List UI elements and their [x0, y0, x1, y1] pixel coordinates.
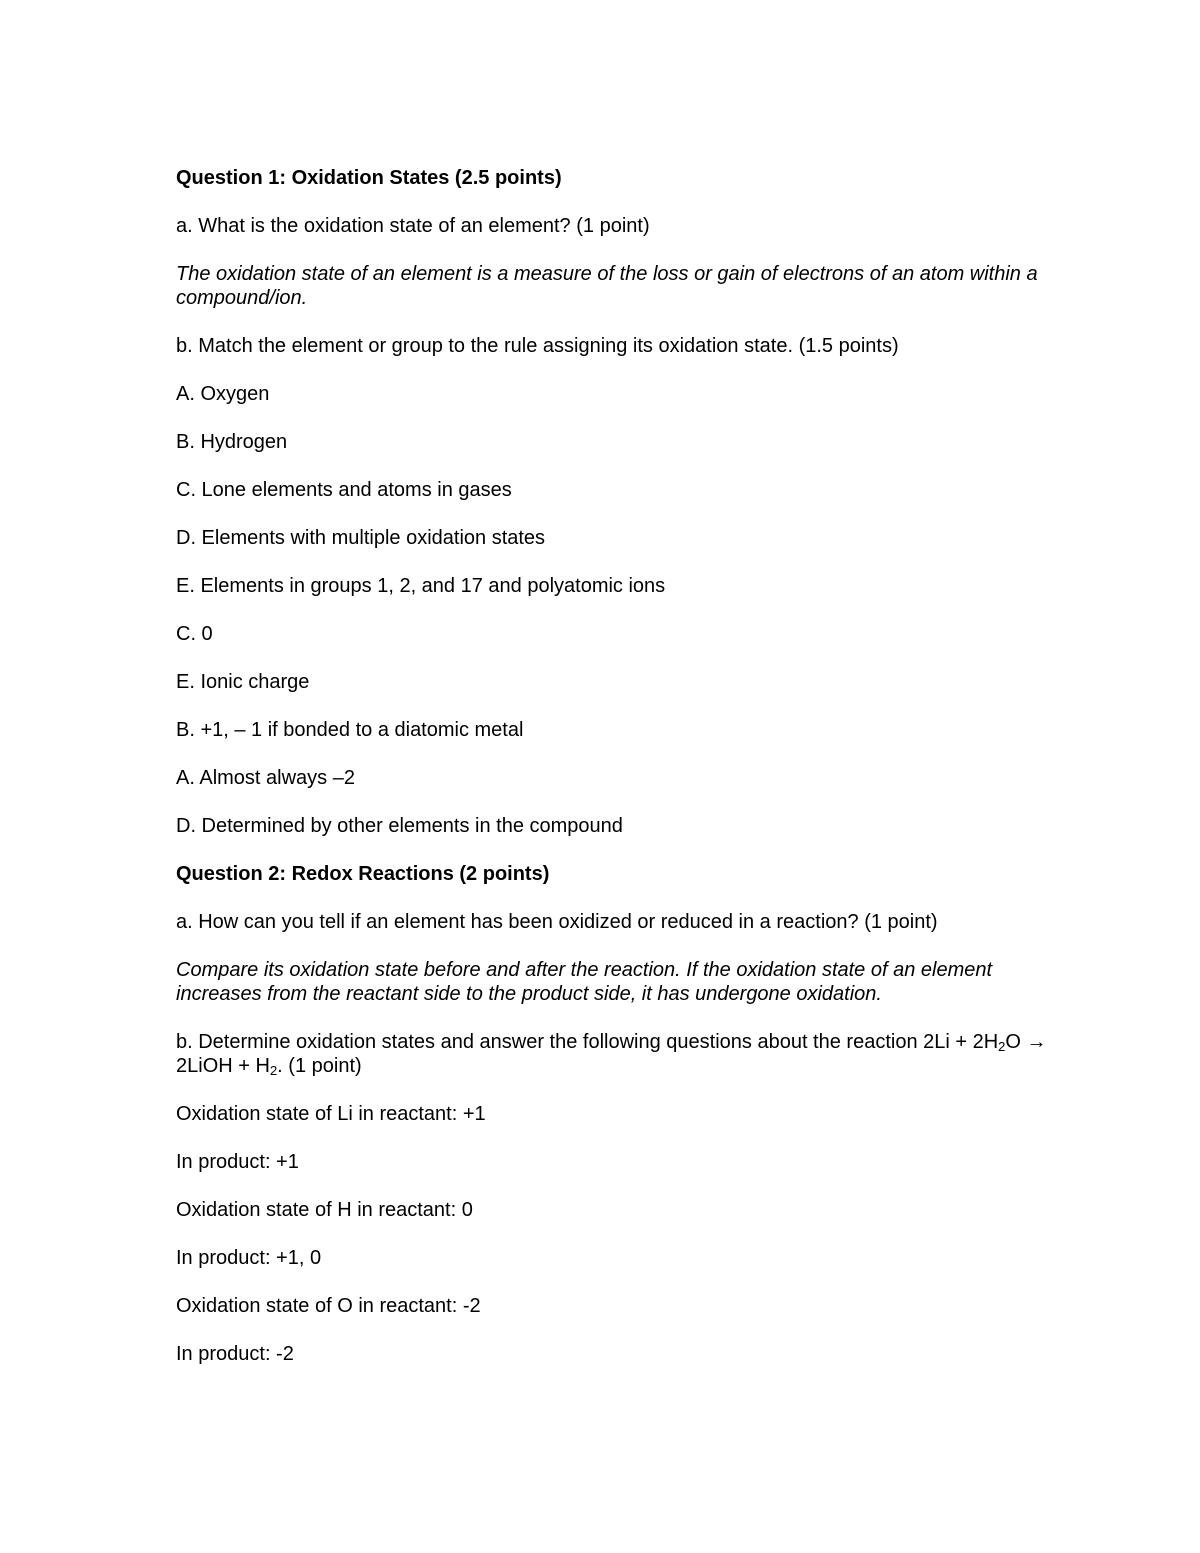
h-reactant-line: Oxidation state of H in reactant: 0 — [176, 1199, 473, 1221]
subscript-hydrogen: 2 — [269, 1063, 278, 1078]
match-d: D. Determined by other elements in the compound — [176, 815, 623, 837]
question-2-heading: Question 2: Redox Reactions (2 points) — [176, 863, 550, 885]
o-reactant-line: Oxidation state of O in reactant: -2 — [176, 1295, 481, 1317]
match-b: B. +1, – 1 if bonded to a diatomic metal — [176, 719, 524, 741]
match-e: E. Ionic charge — [176, 671, 310, 693]
li-reactant-line: Oxidation state of Li in reactant: +1 — [176, 1103, 486, 1125]
li-product-line: In product: +1 — [176, 1151, 299, 1173]
question-2b-text — [176, 1030, 1076, 1078]
question-1-heading: Question 1: Oxidation States (2.5 points) — [176, 167, 562, 189]
arrow-icon: → — [1026, 1031, 1047, 1053]
document-page — [176, 166, 1076, 1390]
question-1b-text: b. Match the element or group to the rule assigning its oxidation state. (1.5 points) — [176, 335, 899, 357]
option-b: B. Hydrogen — [176, 431, 288, 453]
question-2a-answer: Compare its oxidation state before and after the reaction. If the oxidation state of an element increases from the reactant side to the product side, it has undergone oxidation. — [176, 959, 993, 1005]
reaction-mid-2: 2LiOH + H — [176, 1055, 270, 1077]
option-d: D. Elements with multiple oxidation states — [176, 527, 546, 549]
question-1a-text: a. What is the oxidation state of an element? (1 point) — [176, 215, 650, 237]
match-a: A. Almost always –2 — [176, 767, 355, 789]
reaction-suffix: . (1 point) — [277, 1055, 362, 1077]
h-product-line: In product: +1, 0 — [176, 1247, 322, 1269]
match-c: C. 0 — [176, 623, 213, 645]
subscript-water: 2 — [998, 1039, 1006, 1054]
option-c: C. Lone elements and atoms in gases — [176, 479, 512, 501]
reaction-prefix: b. Determine oxidation states and answer the following questions about the reaction 2Li + 2H — [176, 1031, 999, 1053]
o-product-line: In product: -2 — [176, 1343, 294, 1365]
question-2a-text: a. How can you tell if an element has been oxidized or reduced in a reaction? (1 point) — [176, 911, 938, 933]
option-a: A. Oxygen — [176, 383, 270, 405]
reaction-mid-1: O — [1005, 1031, 1027, 1053]
question-1a-answer: The oxidation state of an element is a measure of the loss or gain of electrons of an atom within a compound/ion. — [176, 263, 1038, 309]
option-e: E. Elements in groups 1, 2, and 17 and polyatomic ions — [176, 575, 666, 597]
